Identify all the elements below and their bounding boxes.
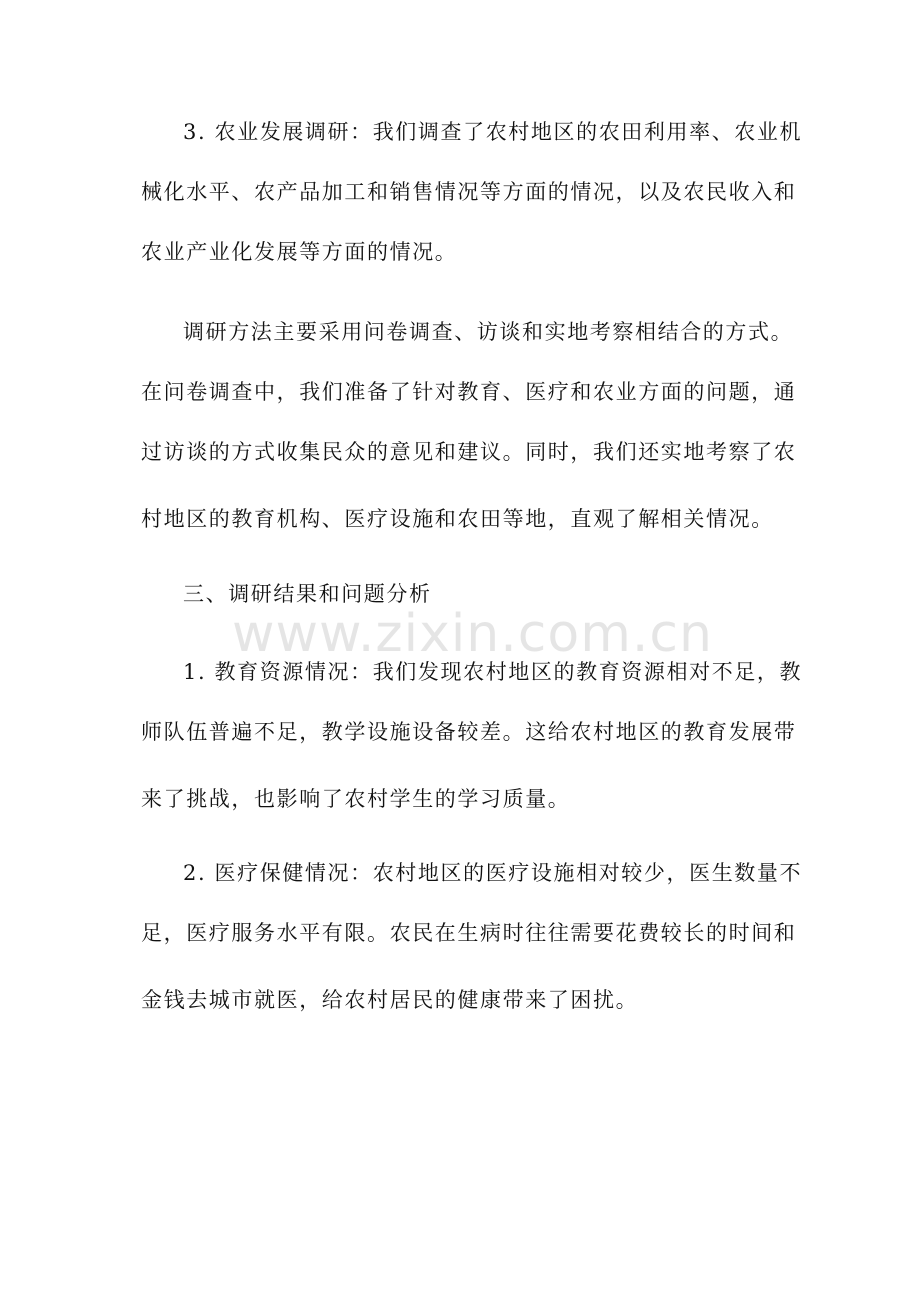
paragraph-line: 金钱去城市就医，给农村居民的健康带来了困扰。	[141, 988, 639, 1012]
paragraph-line: 1. 教育资源情况：我们发现农村地区的教育资源相对不足，教	[183, 660, 803, 684]
paragraph-line: 农业产业化发展等方面的情况。	[141, 240, 458, 264]
watermark: www.zixin.com.cn	[232, 604, 713, 664]
paragraph-line: 3. 农业发展调研：我们调查了农村地区的农田利用率、农业机	[183, 120, 803, 144]
paragraph-line: 在问卷调查中，我们准备了针对教育、医疗和农业方面的问题，通	[141, 380, 797, 404]
paragraph-line: 来了挑战，也影响了农村学生的学习质量。	[141, 787, 571, 811]
section-heading: 三、调研结果和问题分析	[183, 582, 432, 606]
paragraph-line: 械化水平、农产品加工和销售情况等方面的情况，以及农民收入和	[141, 180, 797, 204]
paragraph-line: 过访谈的方式收集民众的意见和建议。同时，我们还实地考察了农	[141, 440, 797, 464]
paragraph-line: 村地区的教育机构、医疗设施和农田等地，直观了解相关情况。	[141, 507, 774, 531]
paragraph-line: 足，医疗服务水平有限。农民在生病时往往需要花费较长的时间和	[141, 921, 797, 945]
paragraph-line: 调研方法主要采用问卷调查、访谈和实地考察相结合的方式。	[183, 320, 794, 344]
paragraph-line: 2. 医疗保健情况：农村地区的医疗设施相对较少，医生数量不	[183, 861, 803, 885]
paragraph-line: 师队伍普遍不足，教学设施设备较差。这给农村地区的教育发展带	[141, 720, 797, 744]
